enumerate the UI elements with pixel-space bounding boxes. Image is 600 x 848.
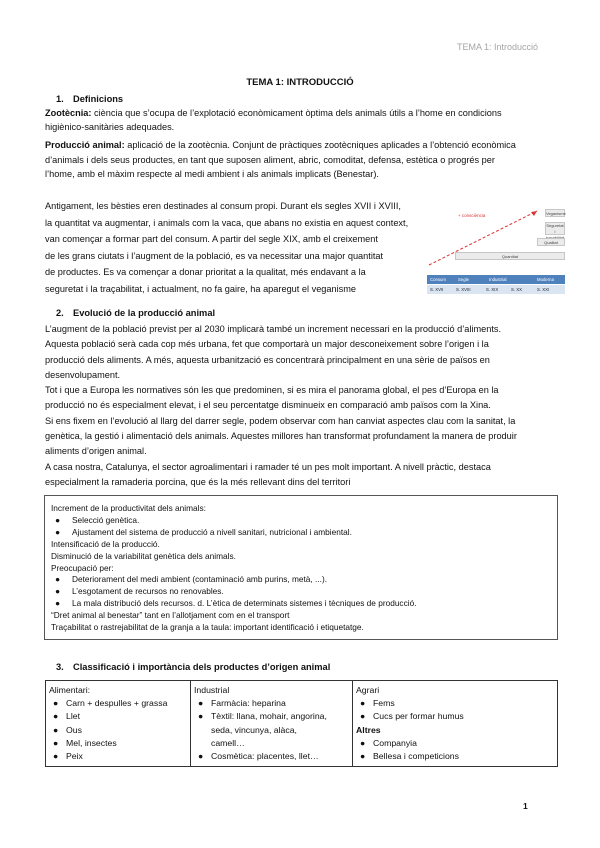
- section-3-heading: [56, 661, 330, 675]
- col-alimentari: [46, 681, 191, 767]
- list-item: ● Llet: [53, 711, 81, 722]
- history-line: la quantitat va augmentar, i animals com la vaca, que abans no existia en aquest context,: [45, 217, 409, 228]
- produccio-def-2: d’animals i dels seus productes, en tant que suposen aliment, abric, comoditat, defensa, estètica o progrés per: [45, 154, 495, 165]
- summary-bullet: ● L’esgotament de recursos no renovables.: [55, 586, 224, 597]
- period-cell: S. XVII: [430, 287, 444, 292]
- period-cell: S. XVIII: [456, 287, 471, 292]
- summary-bullet: ● Selecció genètica.: [55, 514, 140, 525]
- evolution-line: desenvolupament.: [45, 369, 121, 380]
- summary-line: Disminució de la variabilitat genètica dels animals.: [51, 550, 236, 561]
- summary-line: Traçabilitat o rastrejabilitat de la granja a la taula: important identificació i etiquetatge.: [51, 622, 364, 633]
- summary-line: “Dret animal al benestar” tant en l’allotjament com en el transport: [51, 610, 290, 621]
- period-cell: S. XXI: [537, 287, 550, 292]
- arrow-label: + consciència: [458, 213, 486, 218]
- zootecnia-term: Zootècnia:: [45, 108, 92, 118]
- running-header: TEMA 1: Introducció: [456, 42, 538, 52]
- evolution-line: L’augment de la població previst per al 2030 implicarà també un increment necessari en la producció d’aliments.: [45, 324, 502, 334]
- list-item: ● Ous: [53, 724, 82, 735]
- level-bar: Seguretat i: [546, 223, 564, 234]
- produccio-term: Producció animal:: [45, 140, 125, 150]
- summary-line: Increment de la productivitat dels animals:: [51, 503, 206, 513]
- evolution-line: Tot i que a Europa les normatives són les que predominen, si es mira el panorama global, el pes d’Europa en la: [45, 385, 499, 396]
- level-bar: Qualitat: [537, 238, 565, 246]
- produccio-def-3: l’home, amb el màxim respecte al medi ambient i als animals implicats (Benestar).: [45, 169, 379, 179]
- evolution-line: Aquesta població serà cada cop més urbana, fet que comportarà un major desconeixement sobre l’origen i la: [45, 339, 489, 350]
- col-industrial: [191, 681, 353, 767]
- level-bar: Quantitat: [455, 252, 565, 260]
- zootecnia-def-1: ciència que s’ocupa de l’explotació econòmicament òptima dels animals útils a l’home en condicions: [91, 108, 502, 118]
- section-2-number: 2.: [56, 308, 64, 318]
- section-1-heading: [56, 93, 123, 107]
- list-item: ● Farmàcia: heparina: [198, 698, 286, 709]
- list-item: ● Mel, insectes: [53, 737, 117, 748]
- summary-line: Preocupació per:: [51, 562, 114, 573]
- col-agrari: [353, 681, 558, 767]
- evolution-line: Si ens fixem en l’evolució al llarg del darrer segle, podem observar com han canviat aspectes clau com la sanitat, la: [45, 415, 516, 426]
- history-paragraph: [45, 198, 440, 298]
- summary-bullet: ● Deteriorament del medi ambient (contaminació amb purins, metà, ...).: [55, 574, 328, 585]
- period-head: Industrial: [489, 277, 507, 282]
- produccio-def-1: aplicació de la zootècnia. Conjunt de pràctiques zootècniques aplicades a l’obtenció econòmica: [124, 140, 516, 150]
- list-item: ● Cucs per formar humus: [360, 711, 464, 722]
- section-1-title: Definicions: [73, 94, 124, 104]
- period-head: Moderna: [537, 277, 554, 282]
- section-2-heading: [56, 307, 215, 321]
- evolution-line: aliments d’origen animal.: [45, 446, 147, 457]
- list-item: ● Peix: [53, 751, 83, 762]
- list-item: ● Cosmètica: placentes, llet…: [198, 751, 319, 762]
- page-number: 1: [523, 801, 528, 811]
- classification-table: [45, 680, 558, 767]
- evolution-line: genètica, la gestió i alimentació dels animals. Aquestes millores han transformat profundament la manera de produir: [45, 431, 517, 442]
- zootecnia-definition: [45, 107, 557, 134]
- period-head: Segle: [458, 277, 469, 282]
- evolution-line: producció dels aliments. A més, aquesta urbanització es concentrarà principalment en una sèrie de països en: [45, 354, 490, 365]
- history-figure: [427, 203, 565, 298]
- evolution-text: [45, 322, 565, 490]
- evolution-line: producció no és especialment elevat, i el seu percentatge disminueix en comparació amb països com la Xina.: [45, 400, 491, 411]
- col-title: Industrial: [194, 685, 230, 695]
- history-line: Antigament, les bèsties eren destinades al consum propi. Durant els segles XVII i XVIII,: [45, 201, 401, 211]
- history-line: van començar a formar part del consum. A partir del segle XIX, amb el creixement: [45, 234, 378, 245]
- level-bar: Veganisme: [546, 211, 566, 216]
- period-cell: S. XIX: [486, 287, 499, 292]
- col-subtitle: Altres: [356, 724, 381, 735]
- section-3-title: Classificació i importància dels productes d’origen animal: [73, 662, 331, 672]
- produccio-definition: [45, 138, 557, 182]
- zootecnia-def-2: higiènico-sanitàries adequades.: [45, 121, 175, 132]
- col-title: Agrari: [356, 685, 380, 695]
- col-title: Alimentari:: [49, 685, 91, 695]
- evolution-line: especialment la ramaderia porcina, que és la més rellevant dins del territori: [45, 476, 351, 487]
- history-line: seguretat i la traçabilitat, i actualment, no fa gaire, ha aparegut el veganisme: [45, 283, 357, 294]
- summary-line: Intensificació de la producció.: [51, 538, 160, 549]
- summary-bullet: ● La mala distribució dels recursos. d. L’ètica de determinats sistemes i tècniques de producció.: [55, 598, 417, 609]
- period-table: [427, 275, 565, 297]
- summary-box: [44, 495, 558, 640]
- history-line: de les grans ciutats i l’augment de la població, es va necessitar una major quantitat: [45, 250, 384, 261]
- summary-bullet: ● Ajustament del sistema de producció a nivell sanitari, nutricional i ambiental.: [55, 526, 352, 537]
- period-head: Consum: [430, 277, 447, 282]
- period-cell: S. XX: [511, 287, 522, 292]
- history-line: de productes. Es va començar a donar prioritat a la qualitat, més endavant a la: [45, 267, 366, 278]
- section-2-title: Evolució de la producció animal: [73, 308, 216, 318]
- list-item: ● Fems: [360, 698, 395, 709]
- page-title: TEMA 1: INTRODUCCIÓ: [246, 77, 354, 88]
- list-item: ● Tèxtil: llana, mohair, angorina, seda, vincunya, alàca, camell…: [198, 711, 327, 748]
- list-item: ● Bellesa i competicions: [360, 751, 459, 762]
- list-item: ● Carn + despulles + grassa: [53, 698, 168, 709]
- section-3-number: 3.: [56, 662, 64, 672]
- section-1-number: 1.: [56, 94, 64, 104]
- list-item: ● Companyia: [360, 737, 417, 748]
- evolution-line: A casa nostra, Catalunya, el sector agroalimentari i ramader té un pes molt important. A nivell pràctic, destaca: [45, 461, 491, 472]
